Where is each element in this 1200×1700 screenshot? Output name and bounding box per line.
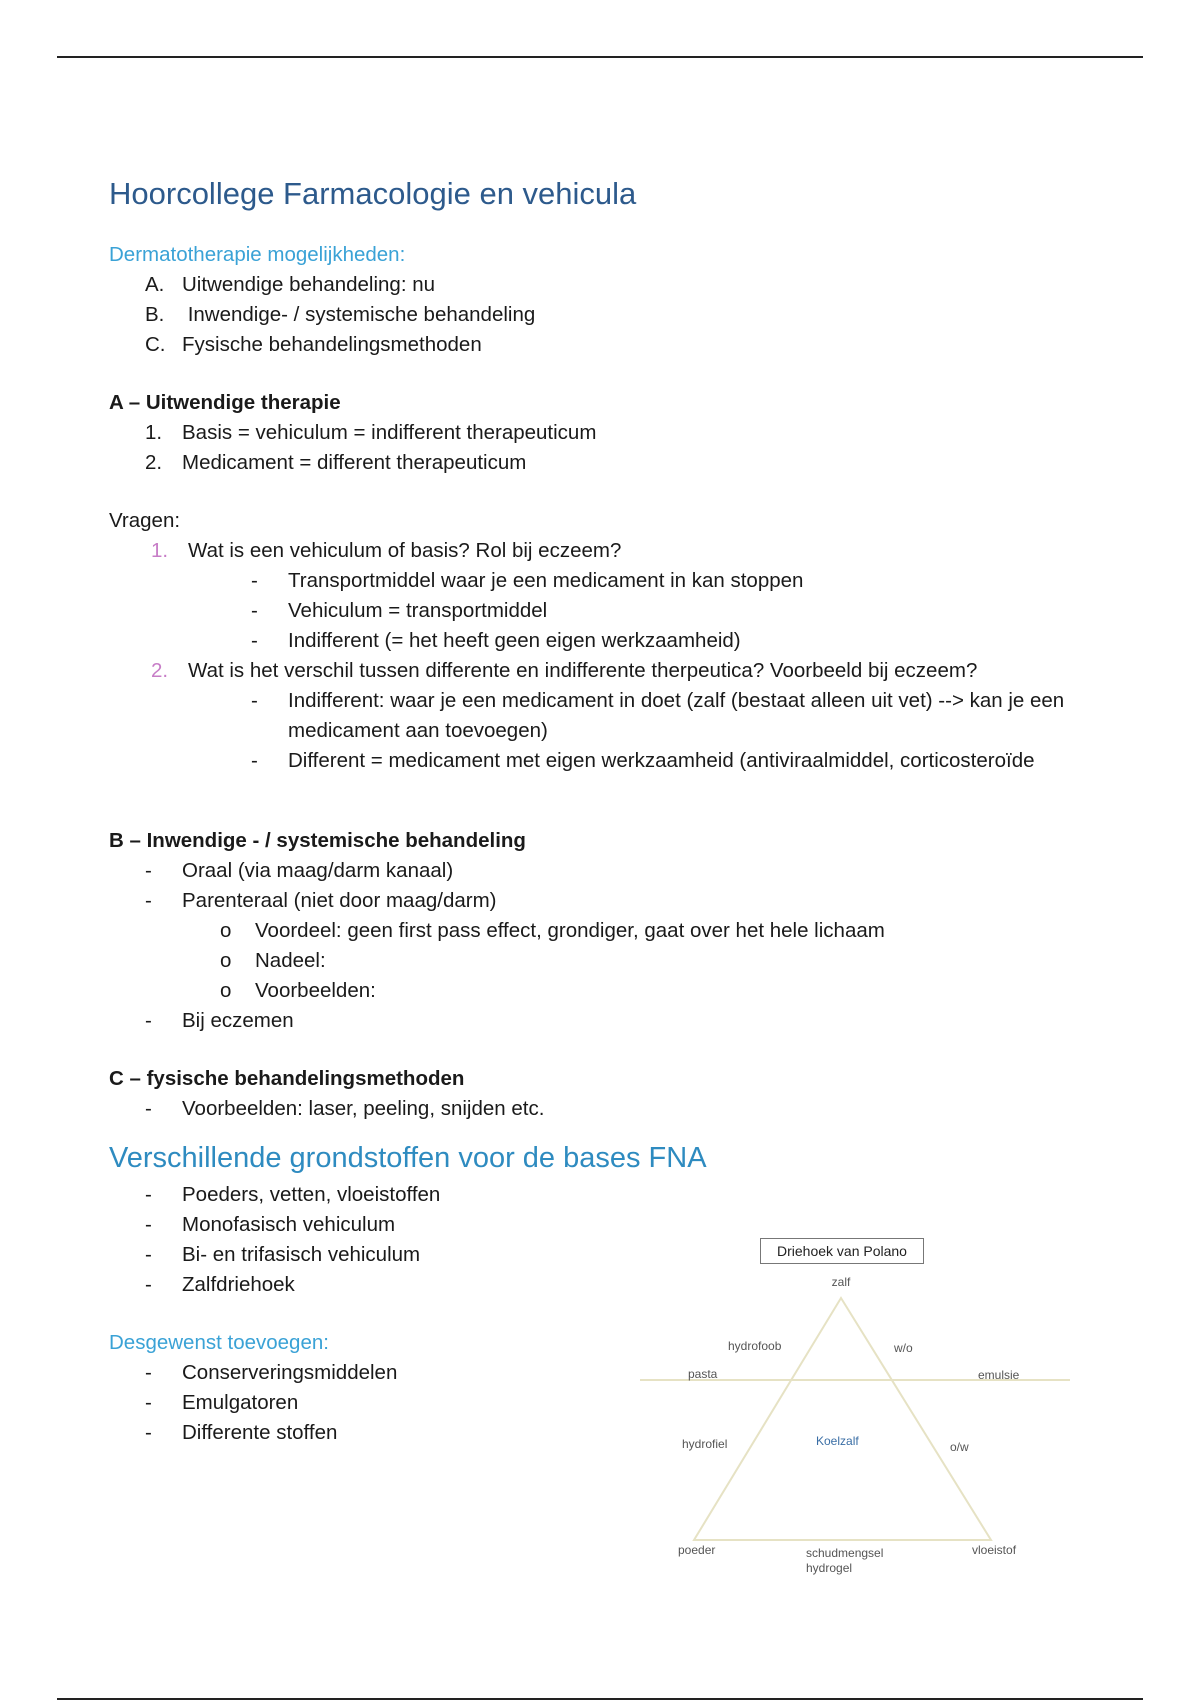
- list-item: - Poeders, vetten, vloeistoffen: [145, 1183, 441, 1206]
- triangle-shape: [694, 1298, 991, 1540]
- label-hydrofoob: hydrofoob: [728, 1339, 782, 1353]
- question-2-answers: [109, 686, 1109, 776]
- section-a-heading: A – Uitwendige therapie: [109, 391, 341, 414]
- label-vloeistof: vloeistof: [972, 1543, 1017, 1557]
- label-schudmengsel: schudmengsel: [806, 1546, 884, 1560]
- question-1: 1. Wat is een vehiculum of basis? Rol bij eczeem?: [151, 539, 622, 562]
- section-a-list: [109, 418, 1109, 478]
- dermato-heading: Dermatotherapie mogelijkheden:: [109, 243, 406, 266]
- list-item: - Voorbeelden: laser, peeling, snijden etc.: [145, 1097, 545, 1120]
- list-item: - Vehiculum = transportmiddel: [251, 599, 548, 622]
- list-item: 1. Basis = vehiculum = indifferent therapeuticum: [145, 421, 597, 444]
- question-2: 2. Wat is het verschil tussen differente en indifferente therpeutica? Voorbeeld bij eczeem?: [151, 659, 978, 682]
- section-c-heading: C – fysische behandelingsmethoden: [109, 1067, 465, 1090]
- diagram-title-box: Driehoek van Polano: [760, 1238, 924, 1264]
- polano-triangle-diagram: [640, 1232, 1070, 1584]
- label-poeder: poeder: [678, 1543, 716, 1557]
- list-item: - Different = medicament met eigen werkzaamheid (antiviraalmiddel, corticosteroïde: [251, 749, 1035, 772]
- list-item: o Voordeel: geen first pass effect, grondiger, gaat over het hele lichaam: [220, 919, 885, 942]
- list-item: - Conserveringsmiddelen: [145, 1361, 398, 1384]
- section-b-list-end: [109, 1006, 1109, 1036]
- list-item: - Oraal (via maag/darm kanaal): [145, 859, 454, 882]
- section-b-sublist: [109, 916, 1109, 1006]
- list-item: - Indifferent (= het heeft geen eigen werkzaamheid): [251, 629, 741, 652]
- section-b-list: [109, 856, 1109, 916]
- section-b-heading: B – Inwendige - / systemische behandeling: [109, 829, 526, 852]
- list-item: - Bij eczemen: [145, 1009, 294, 1032]
- list-item: o Nadeel:: [220, 949, 326, 972]
- list-item: - Zalfdriehoek: [145, 1273, 295, 1296]
- label-hydrofiel: hydrofiel: [682, 1437, 728, 1451]
- list-item: - Transportmiddel waar je een medicament in kan stoppen: [251, 569, 804, 592]
- triangle-svg: [640, 1232, 1070, 1584]
- question-1-answers: [109, 566, 1109, 656]
- list-item: - Bi- en trifasisch vehiculum: [145, 1243, 421, 1266]
- list-item: 2. Medicament = different therapeuticum: [145, 451, 527, 474]
- label-ow: o/w: [950, 1440, 969, 1454]
- list-item: - Emulgatoren: [145, 1391, 299, 1414]
- label-wo: w/o: [894, 1341, 913, 1355]
- vragen-label: Vragen:: [109, 509, 181, 532]
- toevoegen-heading: Desgewenst toevoegen:: [109, 1331, 329, 1354]
- list-item: A. Uitwendige behandeling: nu: [145, 273, 436, 296]
- list-item: - Indifferent: waar je een medicament in doet (zalf (bestaat alleen uit vet) --> kan je een medicament aan toevoegen): [251, 689, 1065, 742]
- list-item: - Differente stoffen: [145, 1421, 338, 1444]
- list-item: C. Fysische behandelingsmethoden: [145, 333, 482, 356]
- label-hydrogel: hydrogel: [806, 1561, 853, 1575]
- page-title: Hoorcollege Farmacologie en vehicula: [109, 176, 637, 211]
- label-emulsie: emulsie: [978, 1368, 1020, 1382]
- list-item: o Voorbeelden:: [220, 979, 376, 1002]
- list-item: - Monofasisch vehiculum: [145, 1213, 396, 1236]
- list-item: B. Inwendige- / systemische behandeling: [145, 303, 536, 326]
- label-pasta: pasta: [688, 1367, 718, 1381]
- label-zalf: zalf: [831, 1275, 851, 1289]
- section-c-list: [109, 1094, 1109, 1124]
- grondstoffen-heading: Verschillende grondstoffen voor de bases FNA: [109, 1142, 707, 1174]
- list-item: - Parenteraal (niet door maag/darm): [145, 889, 497, 912]
- label-koelzalf: Koelzalf: [816, 1434, 859, 1448]
- dermato-list: [109, 270, 1109, 360]
- header-rule: [57, 56, 1143, 58]
